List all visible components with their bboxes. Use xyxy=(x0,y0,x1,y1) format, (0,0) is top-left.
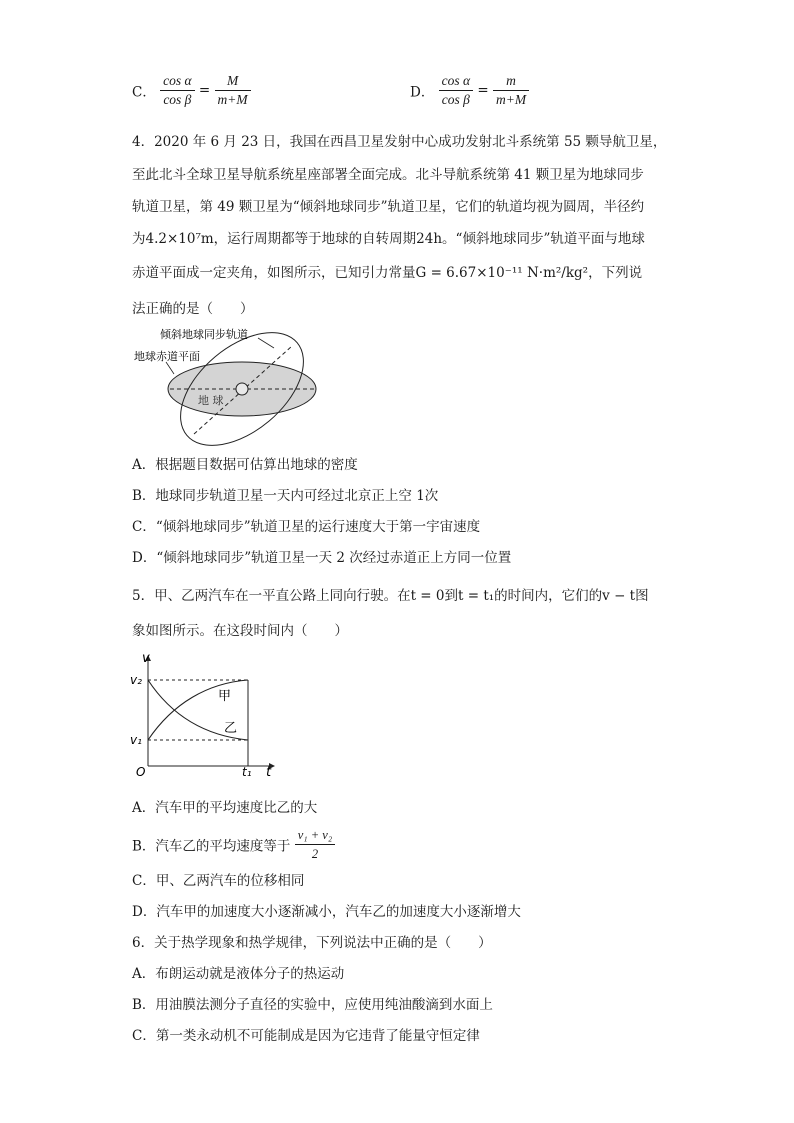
q4-option-c: C．“倾斜地球同步”轨道卫星的运行速度大于第一宇宙速度 xyxy=(132,519,481,535)
q4-stem-line-6: 法正确的是（ ） xyxy=(132,301,254,317)
q4-option-a: A．根据题目数据可估算出地球的密度 xyxy=(132,457,358,473)
denominator: m+M xyxy=(217,92,248,107)
q4-stem-line-5: 赤道平面成一定夹角，如图所示，已知引力常量G = 6.67×10⁻¹¹ N·m²/kg²，下列说 xyxy=(132,265,643,281)
equals-sign: = xyxy=(198,82,211,99)
earth-circle xyxy=(236,383,248,395)
t1-label: t₁ xyxy=(242,765,252,779)
numerator: m xyxy=(493,72,529,91)
q6-option-c: C．第一类永动机不可能制成是因为它违背了能量守恒定律 xyxy=(132,1028,480,1044)
option-label: C． xyxy=(132,84,156,101)
pointer-inclined xyxy=(258,338,274,348)
q5-stem-line-1: 5．甲、乙两汽车在一平直公路上同向行驶。在t = 0到t = t₁的时间内，它们的v − t图 xyxy=(132,588,649,604)
v1-label: v₁ xyxy=(130,733,142,747)
q5-option-c: C．甲、乙两汽车的位移相同 xyxy=(132,873,305,889)
option-b-text: B．汽车乙的平均速度等于 xyxy=(132,838,291,855)
fraction-cos xyxy=(160,72,194,109)
fraction-mass xyxy=(493,72,529,109)
numerator: cos α xyxy=(439,72,473,91)
q5-option-d: D．汽车甲的加速度大小逐渐减小，汽车乙的加速度大小逐渐增大 xyxy=(132,904,521,920)
label-earth: 地 球 xyxy=(198,394,224,407)
option-label: D． xyxy=(410,84,435,101)
denominator: cos β xyxy=(163,92,192,107)
label-inclined-orbit: 倾斜地球同步轨道 xyxy=(160,328,248,341)
q6-option-b: B．用油膜法测分子直径的实验中，应使用纯油酸滴到水面上 xyxy=(132,997,493,1013)
denominator: cos β xyxy=(441,92,470,107)
numerator: cos α xyxy=(160,72,194,91)
q4-stem-line-3: 轨道卫星，第 49 颗卫星为“倾斜地球同步”轨道卫星，它们的轨道均视为圆周，半径约 xyxy=(132,199,645,215)
q4-stem-line-4: 为4.2×10⁷m，运行周期都等于地球的自转周期24h。“倾斜地球同步”轨道平面与地球 xyxy=(132,231,645,247)
equals-sign: = xyxy=(477,82,489,99)
q5-stem-line-2: 象如图所示。在这段时间内（ ） xyxy=(132,623,348,639)
axis-v-label: v xyxy=(142,651,150,666)
vt-graph xyxy=(128,648,288,780)
fraction-mass xyxy=(215,72,251,109)
q5-option-a: A．汽车甲的平均速度比乙的大 xyxy=(132,800,318,816)
label-equator-plane: 地球赤道平面 xyxy=(134,350,200,363)
q3-option-d xyxy=(410,72,529,109)
axis-t-label: t xyxy=(266,765,272,780)
q4-stem-line-2: 至此北斗全球卫星导航系统星座部署全面完成。北斗导航系统第 41 颗卫星为地球同步 xyxy=(132,167,644,183)
q6-stem-line-1: 6．关于热学现象和热学规律，下列说法中正确的是（ ） xyxy=(132,935,492,951)
q6-option-a: A．布朗运动就是液体分子的热运动 xyxy=(132,966,345,982)
q4-option-b: B．地球同步轨道卫星一天内可经过北京正上空 1次 xyxy=(132,488,439,504)
q4-option-d: D．“倾斜地球同步”轨道卫星一天 2 次经过赤道正上方同一位置 xyxy=(132,550,512,566)
fraction-cos xyxy=(439,72,473,109)
pointer-equator xyxy=(166,362,174,374)
numerator: v₁ + v₂ xyxy=(295,826,335,845)
origin-label: O xyxy=(136,765,146,779)
q4-stem-line-1: 4．2020 年 6 月 23 日，我国在西昌卫星发射中心成功发射北斗系统第 55 颗导航卫星， xyxy=(132,134,667,150)
denominator: 2 xyxy=(311,847,319,861)
orbit-diagram xyxy=(130,322,330,447)
v2-label: v₂ xyxy=(130,673,142,687)
numerator: M xyxy=(215,72,251,91)
average-velocity-fraction xyxy=(295,826,335,863)
label-jia: 甲 xyxy=(218,689,232,704)
q3-option-c xyxy=(132,72,251,109)
denominator: m+M xyxy=(496,92,527,107)
q5-option-b xyxy=(132,826,335,863)
label-yi: 乙 xyxy=(224,721,238,736)
